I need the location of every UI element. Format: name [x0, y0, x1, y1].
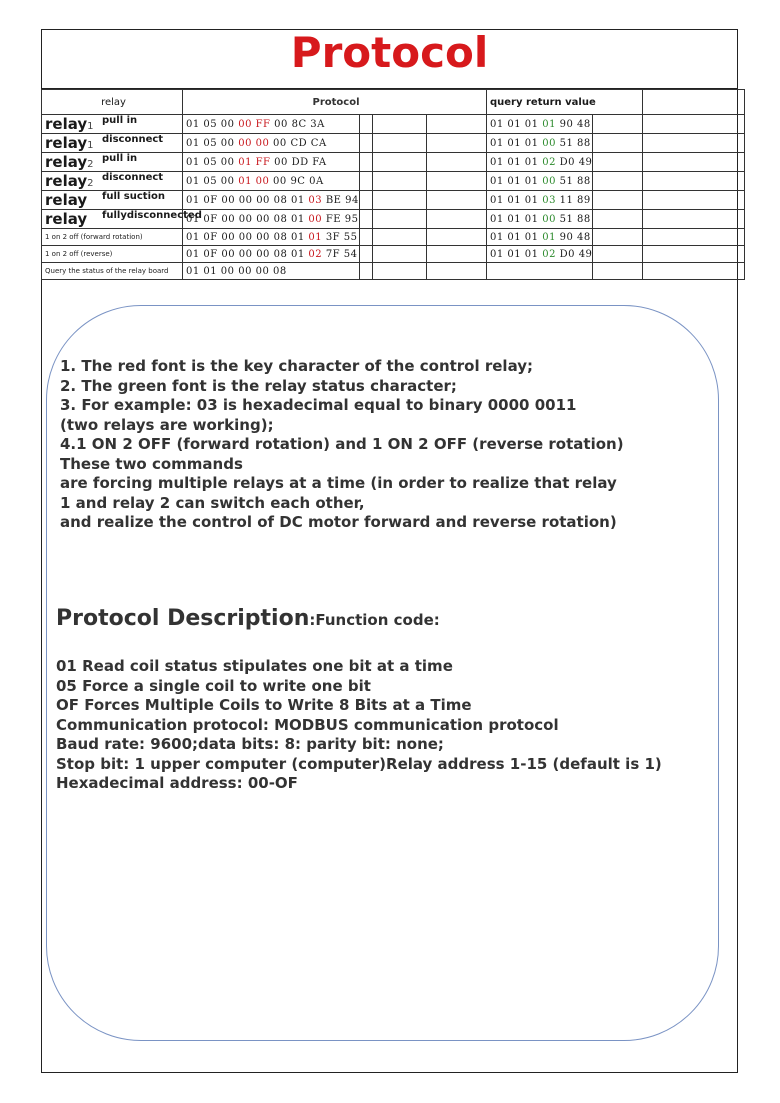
row-label	[42, 172, 183, 191]
table-row	[42, 134, 745, 153]
hex-segment: 01 01 01	[490, 194, 543, 206]
description-line: Hexadecimal address: 00-OF	[56, 774, 298, 792]
description-line: Baud rate: 9600;data bits: 8: parity bit: none;	[56, 735, 444, 753]
empty-cell	[643, 153, 745, 172]
relay-action: disconnect	[102, 134, 164, 145]
empty-cell	[427, 153, 487, 172]
protocol-command	[183, 153, 360, 172]
query-return	[487, 115, 593, 134]
protocol-command	[183, 191, 360, 210]
table-header-row	[42, 90, 745, 115]
row-label: Query the status of the relay board	[42, 263, 183, 280]
header-relay: relay	[42, 90, 183, 115]
empty-cell	[593, 115, 643, 134]
hex-segment: 00	[542, 213, 556, 225]
hex-segment: 01 05 00	[186, 118, 239, 130]
hex-segment: 01 0F 00 00 00 08 01	[186, 231, 309, 243]
note-line: (two relays are working);	[60, 415, 274, 434]
empty-cell	[643, 263, 745, 280]
hex-segment: 02	[542, 156, 556, 168]
query-return	[487, 134, 593, 153]
protocol-command	[183, 134, 360, 153]
empty-cell	[643, 134, 745, 153]
description-title	[56, 606, 440, 631]
hex-segment: 01 05 00	[186, 175, 239, 187]
note-line: are forcing multiple relays at a time (in order to realize that relay	[60, 474, 617, 492]
header-protocol: Protocol	[183, 90, 487, 115]
protocol-command	[183, 263, 360, 280]
empty-cell	[593, 229, 643, 246]
description-line: OF Forces Multiple Coils to Write 8 Bits at a Time	[56, 696, 472, 714]
header-query: query return value	[487, 90, 643, 115]
description-line: 05 Force a single coil to write one bit	[56, 676, 371, 695]
empty-cell	[360, 246, 373, 263]
empty-cell	[373, 172, 427, 191]
empty-cell	[360, 191, 373, 210]
empty-cell	[360, 153, 373, 172]
empty-cell	[373, 191, 427, 210]
hex-segment: 01 01 01	[490, 213, 543, 225]
hex-segment: 01 01 01	[490, 156, 543, 168]
query-return	[487, 246, 593, 263]
note-line: and realize the control of DC motor forward and reverse rotation)	[60, 513, 617, 531]
relay-number: 2	[87, 159, 94, 170]
empty-cell	[373, 153, 427, 172]
hex-segment: 01 0F 00 00 00 08 01	[186, 213, 309, 225]
table-row	[42, 210, 745, 229]
empty-cell	[593, 134, 643, 153]
empty-cell	[593, 191, 643, 210]
hex-segment: FE 95	[322, 213, 359, 225]
hex-segment: 00 DD FA	[270, 156, 327, 168]
relay-action: pull in	[102, 153, 138, 164]
hex-segment: 3F 55	[322, 231, 358, 243]
row-label	[42, 153, 183, 172]
empty-cell	[427, 191, 487, 210]
hex-segment: 03	[542, 194, 556, 206]
hex-segment: 51 88	[555, 175, 591, 187]
empty-cell	[643, 210, 745, 229]
note-line: 2. The green font is the relay status character;	[60, 376, 457, 395]
row-label: 1 on 2 off (forward rotation)	[42, 229, 183, 246]
empty-cell	[373, 115, 427, 134]
notes-list	[60, 357, 700, 533]
hex-segment: 90 48	[555, 118, 591, 130]
row-label	[42, 115, 183, 134]
hex-segment: 00 9C 0A	[269, 175, 324, 187]
empty-cell	[643, 191, 745, 210]
hex-segment: 01 01 01	[490, 118, 543, 130]
relay-word: relay	[45, 115, 88, 133]
relay-number: 2	[87, 178, 94, 189]
hex-segment: 01 05 00	[186, 137, 239, 149]
description-line: Communication protocol: MODBUS communication protocol	[56, 715, 559, 734]
empty-cell	[593, 263, 643, 280]
hex-segment: 01 01 00 00 00 08	[186, 265, 287, 277]
hex-segment: 01 01 01	[490, 175, 543, 187]
hex-segment: 01 01 01	[490, 137, 543, 149]
note-line: 1. The red font is the key character of the control relay;	[60, 357, 534, 375]
hex-segment: 00 FF	[238, 118, 271, 130]
protocol-command	[183, 229, 360, 246]
hex-segment: 01 01 01	[490, 248, 543, 260]
description-title-text: Protocol Description	[56, 606, 310, 631]
row-label	[42, 134, 183, 153]
query-return	[487, 263, 593, 280]
protocol-command	[183, 115, 360, 134]
empty-cell	[427, 229, 487, 246]
row-label	[42, 191, 183, 210]
empty-cell	[373, 134, 427, 153]
hex-segment: 00 8C 3A	[270, 118, 325, 130]
relay-word: relay	[45, 153, 88, 171]
hex-segment: 00 00	[238, 137, 270, 149]
hex-segment: D0 49	[555, 248, 593, 260]
hex-segment: 01 01 01	[490, 231, 543, 243]
hex-segment: BE 94	[322, 194, 359, 206]
table-row	[42, 115, 745, 134]
hex-segment: 01 FF	[238, 156, 271, 168]
hex-segment: 01 00	[238, 175, 270, 187]
empty-cell	[643, 115, 745, 134]
description-line: 01 Read coil status stipulates one bit at a time	[56, 657, 453, 675]
relay-word: relay	[45, 191, 88, 209]
hex-segment: 01 0F 00 00 00 08 01	[186, 194, 309, 206]
empty-cell	[593, 153, 643, 172]
empty-cell	[643, 229, 745, 246]
hex-segment: 02	[308, 248, 323, 260]
description-subtitle: :Function code:	[309, 611, 440, 629]
hex-segment: 51 88	[555, 213, 591, 225]
hex-segment: 01	[542, 118, 556, 130]
hex-segment: 03	[308, 194, 323, 206]
table-row	[42, 246, 745, 263]
row-label	[42, 210, 202, 229]
hex-segment: 51 88	[555, 137, 591, 149]
table-row	[42, 229, 745, 246]
note-line: 1 and relay 2 can switch each other,	[60, 493, 365, 512]
protocol-command	[183, 246, 360, 263]
empty-cell	[360, 134, 373, 153]
empty-cell	[427, 172, 487, 191]
relay-word: relay	[45, 134, 88, 152]
empty-cell	[360, 115, 373, 134]
query-return	[487, 210, 593, 229]
hex-segment: 00	[542, 175, 556, 187]
hex-segment: 00	[542, 137, 556, 149]
empty-cell	[643, 246, 745, 263]
note-line: 3. For example: 03 is hexadecimal equal to binary 0000 0011	[60, 396, 577, 414]
header-empty	[643, 90, 745, 115]
relay-action: disconnect	[102, 172, 164, 183]
relay-action: full suction	[102, 191, 166, 202]
protocol-command	[183, 210, 360, 229]
hex-segment: 01 05 00	[186, 156, 239, 168]
query-return	[487, 172, 593, 191]
note-line: 4.1 ON 2 OFF (forward rotation) and 1 ON 2 OFF (reverse rotation)	[60, 435, 624, 453]
query-return	[487, 191, 593, 210]
empty-cell	[373, 229, 427, 246]
empty-cell	[427, 263, 487, 280]
hex-segment: 01 0F 00 00 00 08 01	[186, 248, 309, 260]
hex-segment: 01	[542, 231, 556, 243]
empty-cell	[427, 115, 487, 134]
table-row	[42, 191, 745, 210]
description-list	[56, 657, 716, 794]
query-return	[487, 153, 593, 172]
empty-cell	[373, 210, 427, 229]
title-row	[41, 29, 738, 89]
relay-number: 1	[87, 121, 94, 132]
relay-number: 1	[87, 140, 94, 151]
empty-cell	[593, 172, 643, 191]
relay-word: relay	[45, 172, 88, 190]
row-label: 1 on 2 off (reverse)	[42, 246, 183, 263]
description-line: Stop bit: 1 upper computer (computer)Relay address 1-15 (default is 1)	[56, 754, 662, 773]
relay-action: fullydisconnected	[102, 210, 202, 221]
table-row	[42, 153, 745, 172]
empty-cell	[427, 246, 487, 263]
hex-segment: 00	[308, 213, 323, 225]
empty-cell	[360, 229, 373, 246]
hex-segment: 02	[542, 248, 556, 260]
hex-segment: 00 CD CA	[269, 137, 327, 149]
empty-cell	[593, 210, 643, 229]
note-line: These two commands	[60, 454, 243, 473]
protocol-command	[183, 172, 360, 191]
page-title: Protocol	[290, 28, 489, 77]
hex-segment: D0 49	[555, 156, 593, 168]
empty-cell	[360, 210, 373, 229]
hex-segment: 11 89	[555, 194, 591, 206]
relay-word: relay	[45, 210, 88, 228]
empty-cell	[373, 246, 427, 263]
relay-action: pull in	[102, 115, 138, 126]
hex-segment: 7F 54	[322, 248, 358, 260]
query-return	[487, 229, 593, 246]
empty-cell	[360, 172, 373, 191]
empty-cell	[360, 263, 373, 280]
table-row	[42, 172, 745, 191]
empty-cell	[427, 210, 487, 229]
empty-cell	[427, 134, 487, 153]
table-row	[42, 263, 745, 280]
empty-cell	[373, 263, 427, 280]
hex-segment: 01	[308, 231, 323, 243]
hex-segment: 90 48	[555, 231, 591, 243]
protocol-table	[41, 89, 745, 280]
empty-cell	[593, 246, 643, 263]
empty-cell	[643, 172, 745, 191]
